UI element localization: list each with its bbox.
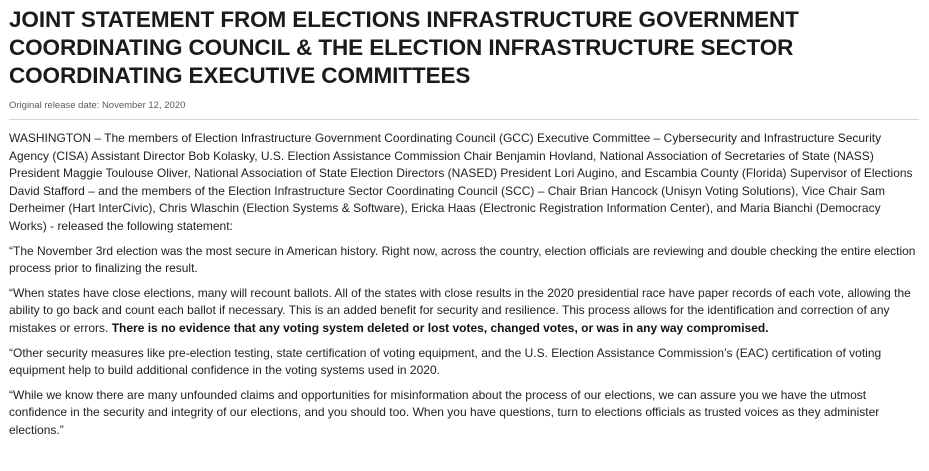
paragraph-recount — [9, 285, 919, 338]
paragraph-confidence: “While we know there are many unfounded claims and opportunities for misinformation about the process of our elections, we can assure you we have the utmost confidence in the security and integrity of our elections, and you should too. When you have questions, turn to elections officials as trusted voices as they administer elections.” — [9, 387, 880, 437]
page-title: JOINT STATEMENT FROM ELECTIONS INFRASTRUCTURE GOVERNMENT COORDINATING COUNCIL & THE ELECTION INFRASTRUCTURE SECTOR COORDINATING EXECUTIVE COMMITTEES — [9, 7, 799, 88]
divider — [9, 119, 919, 120]
paragraph-security-measures: “Other security measures like pre-election testing, state certification of voting equipment, and the U.S. Election Assistance Commission’s (EAC) certification of voting equipment help to build additional confidence in the voting systems used in 2020. — [9, 345, 882, 378]
paragraph-recount-text: “When states have close elections, many will recount ballots. All of the states with close results in the 2020 presidential race have paper records of each vote, allowing the ability to go back and count each ballot if necessary. This is an added benefit for security and resilience. This process allows for the identification and correction of any mistakes or errors. — [9, 285, 911, 335]
statement-body — [9, 130, 919, 440]
paragraph-intro: WASHINGTON – The members of Election Infrastructure Government Coordinating Council (GCC) Executive Committee – Cybersecurity and Infrastructure Security Agency (CISA) Assistant Director Bob Kolasky, U.S. Election Assistance Commission Chair Benjamin Hovland, National Association of Secretaries of State (NASS) President Maggie Toulouse Oliver, National Association of State Election Directors (NASED) President Lori Augino, and Escambia County (Florida) Supervisor of Elections David Stafford – and the members of the Election Infrastructure Sector Coordinating Council (SCC) – Chair Brian Hancock (Unisyn Voting Solutions), Vice Chair Sam Derheimer (Hart InterCivic), Chris Wlaschin (Election Systems & Software), Ericka Haas (Electronic Registration Information Center), and Maria Bianchi (Democracy Works) - released the following statement: — [9, 131, 913, 233]
release-date: Original release date: November 12, 2020 — [9, 100, 186, 111]
paragraph-recount-emphasis: There is no evidence that any voting system deleted or lost votes, changed votes, or was in any way compromised. — [111, 320, 769, 335]
paragraph-most-secure: “The November 3rd election was the most secure in American history. Right now, across the country, election officials are reviewing and double checking the entire election process prior to finalizing the result. — [9, 243, 916, 276]
